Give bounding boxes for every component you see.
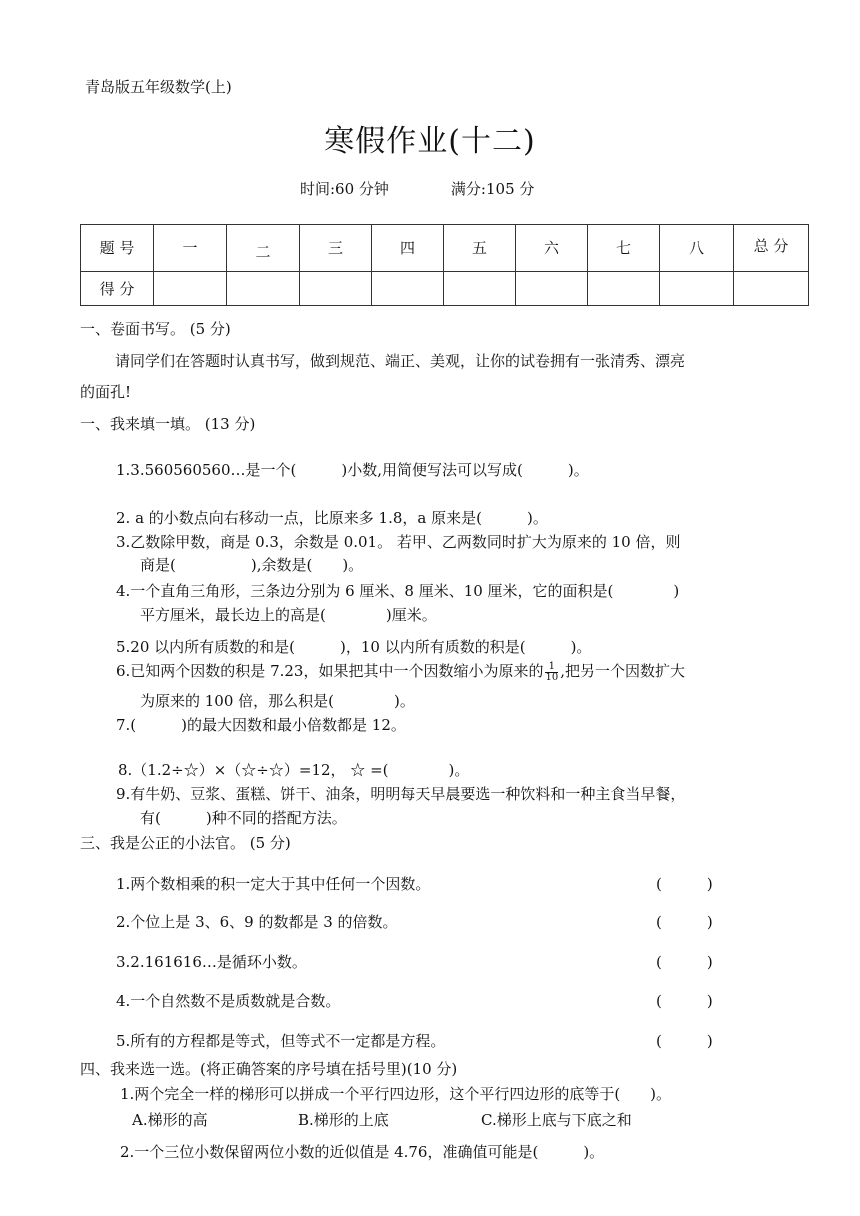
section-handwriting-heading: 一、卷面书写。 (5 分)	[80, 320, 231, 338]
choice-question-1: 1.两个完全一样的梯形可以拼成一个平行四边形，这个平行四边形的底等于( )。	[120, 1085, 672, 1103]
score-table	[80, 224, 809, 306]
score-input-cell[interactable]	[444, 271, 516, 305]
full-score-label: 满分:105 分	[450, 180, 535, 198]
score-cell-header: 四	[372, 225, 444, 272]
score-cell-header: 八	[660, 225, 734, 272]
score-input-cell[interactable]	[227, 271, 300, 305]
score-input-cell-total[interactable]	[734, 271, 809, 305]
score-row-label: 得 分	[81, 271, 154, 305]
fill-question-6-post: ,把另一个因数扩大	[560, 662, 685, 680]
judge-question-1: 1.两个数相乘的积一定大于其中任何一个因数。	[116, 875, 431, 893]
score-input-cell[interactable]	[660, 271, 734, 305]
section-choice-heading: 四、我来选一选。(将正确答案的序号填在括号里)(10 分)	[80, 1060, 458, 1078]
fill-question-6-pre: 6.已知两个因数的积是 7.23，如果把其中一个因数缩小为原来的	[116, 662, 544, 680]
section-handwriting-text-line2: 的面孔!	[80, 383, 132, 401]
fraction-one-tenth	[545, 662, 558, 683]
score-cell-header: 七	[588, 225, 660, 272]
judge-question-5: 5.所有的方程都是等式，但等式不一定都是方程。	[116, 1032, 446, 1050]
book-header: 青岛版五年级数学(上)	[85, 78, 232, 96]
score-input-cell[interactable]	[300, 271, 372, 305]
section-judge-heading: 三、我是公正的小法官。 (5 分)	[80, 834, 291, 852]
section-handwriting-text-line1: 请同学们在答题时认真书写，做到规范、端正、美观，让你的试卷拥有一张清秀、漂亮	[115, 352, 686, 370]
time-label: 时间:60 分钟	[300, 180, 389, 198]
fill-question-4-line2: 平方厘米，最长边上的高是( )厘米。	[140, 606, 437, 624]
score-cell-header: 二	[227, 225, 300, 272]
score-input-cell[interactable]	[372, 271, 444, 305]
choice-1-option-b[interactable]: B.梯形的上底	[298, 1111, 389, 1129]
fill-question-4-line1: 4.一个直角三角形，三条边分别为 6 厘米、8 厘米、10 厘米，它的面积是( )	[116, 582, 680, 600]
score-cell-header: 一	[154, 225, 227, 272]
fill-question-1: 1.3.560560560…是一个( )小数,用简便写法可以写成( )。	[116, 461, 589, 479]
fill-question-3-line2: 商是( ),余数是( )。	[140, 556, 364, 574]
score-input-cell[interactable]	[154, 271, 227, 305]
fill-question-8: 8.（1.2÷☆）×（☆÷☆）=12， ☆ =( )。	[118, 761, 470, 779]
score-cell-header: 五	[444, 225, 516, 272]
judge-question-2: 2.个位上是 3、6、9 的数都是 3 的倍数。	[116, 913, 398, 931]
choice-1-option-c[interactable]: C.梯形上底与下底之和	[481, 1111, 632, 1129]
judge-answer-1[interactable]: ( )	[656, 875, 713, 893]
score-cell-label: 题 号	[81, 225, 154, 272]
judge-question-3: 3.2.161616…是循环小数。	[116, 953, 307, 971]
fill-question-5: 5.20 以内所有质数的和是( )，10 以内所有质数的积是( )。	[116, 638, 592, 656]
score-table-header-row	[81, 225, 809, 272]
section-fill-heading: 一、我来填一填。 (13 分)	[80, 415, 256, 433]
judge-answer-2[interactable]: ( )	[656, 913, 713, 931]
judge-answer-4[interactable]: ( )	[656, 992, 713, 1010]
judge-answer-3[interactable]: ( )	[656, 953, 713, 971]
score-input-cell[interactable]	[588, 271, 660, 305]
fill-question-9-line2: 有( )种不同的搭配方法。	[140, 809, 347, 827]
choice-question-2: 2.一个三位小数保留两位小数的近似值是 4.76，准确值可能是( )。	[120, 1143, 605, 1161]
fill-question-9-line1: 9.有牛奶、豆浆、蛋糕、饼干、油条，明明每天早晨要选一种饮料和一种主食当早餐，	[116, 785, 686, 803]
score-cell-total-header: 总 分	[734, 225, 809, 272]
judge-question-4: 4.一个自然数不是质数就是合数。	[116, 992, 341, 1010]
fill-question-7: 7.( )的最大因数和最小倍数都是 12。	[116, 716, 406, 734]
fill-question-6-line2: 为原来的 100 倍，那么积是( )。	[140, 692, 415, 710]
score-table-score-row	[81, 271, 809, 305]
choice-1-option-a[interactable]: A.梯形的高	[132, 1111, 208, 1129]
score-cell-header: 三	[300, 225, 372, 272]
fill-question-3-line1: 3.乙数除甲数，商是 0.3，余数是 0.01。 若甲、乙两数同时扩大为原来的 10 倍，则	[116, 533, 681, 551]
fill-question-2: 2. a 的小数点向右移动一点，比原来多 1.8，a 原来是( )。	[116, 509, 548, 527]
fraction-denominator: 10	[545, 671, 559, 683]
fill-question-6-line1	[116, 660, 685, 683]
exam-meta	[300, 178, 534, 199]
score-input-cell[interactable]	[516, 271, 588, 305]
fraction-numerator: 1	[545, 662, 558, 673]
score-cell-header: 六	[516, 225, 588, 272]
judge-answer-5[interactable]: ( )	[656, 1032, 713, 1050]
page-title: 寒假作业(十二)	[324, 124, 536, 159]
